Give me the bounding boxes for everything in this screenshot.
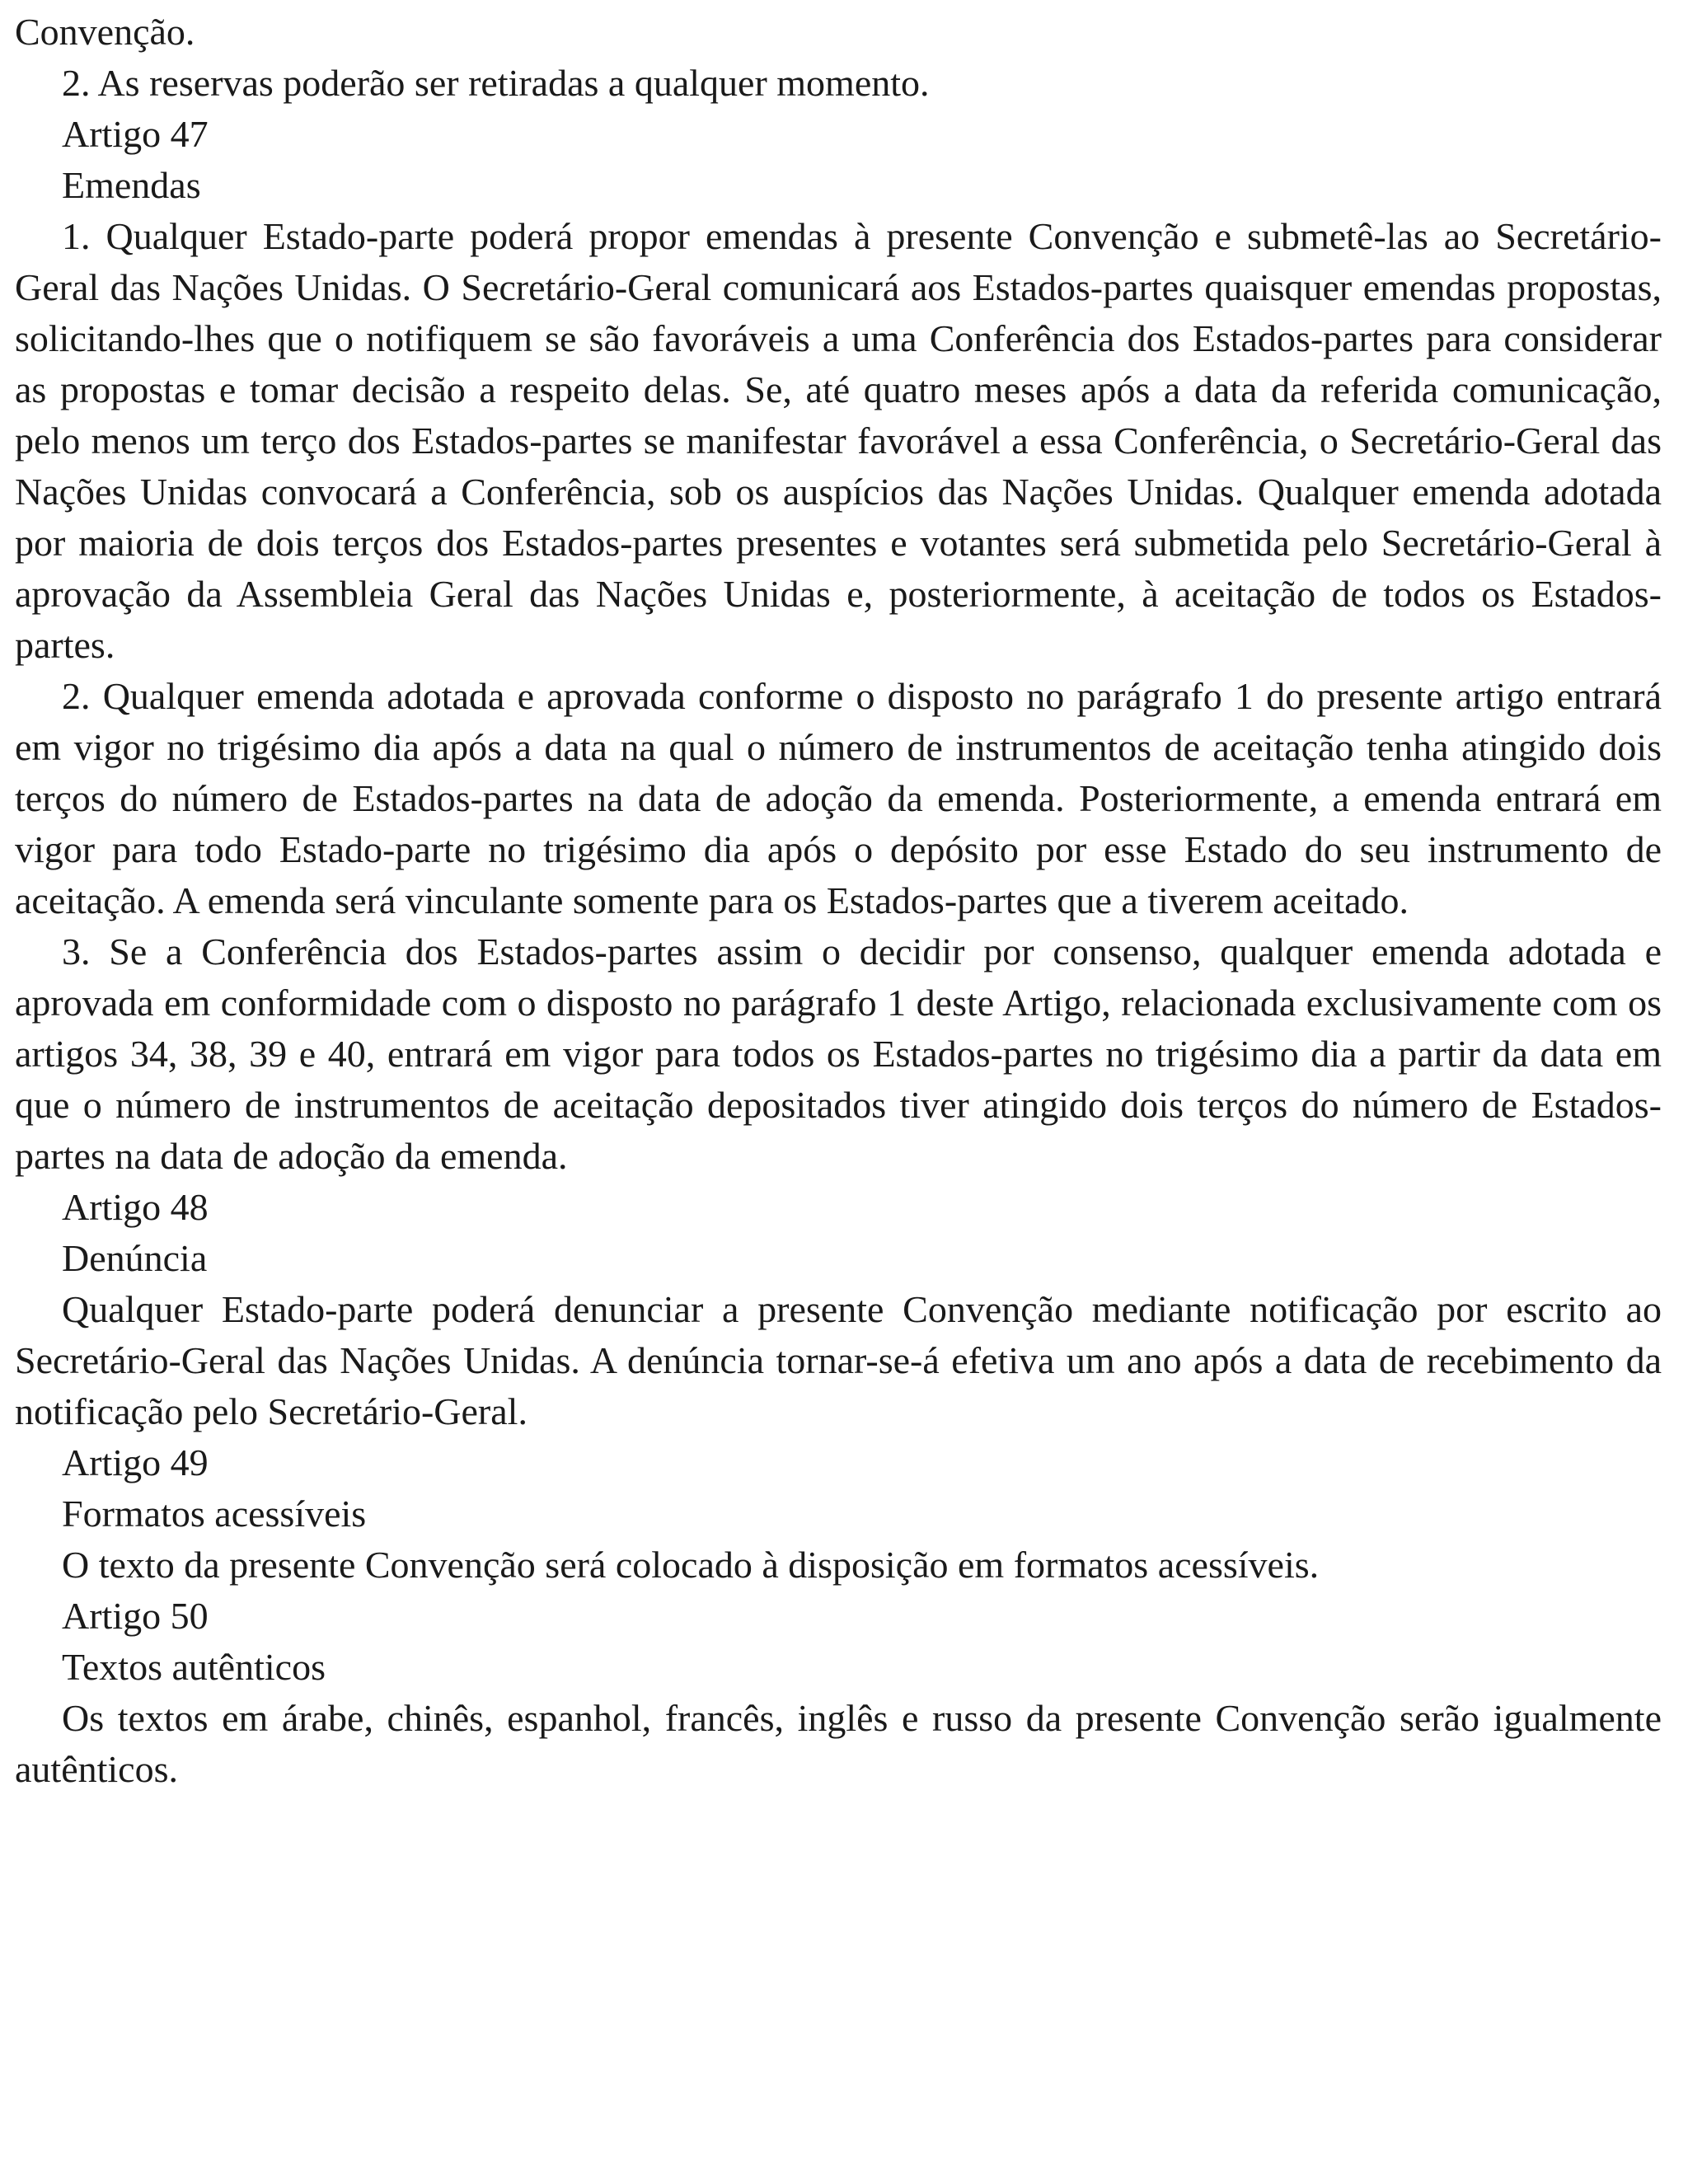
article-47-paragraph-3: 3. Se a Conferência dos Estados-partes assim o decidir por consenso, qualquer emenda adotada e aprovada em conformidade com o disposto no parágrafo 1 deste Artigo, relacionada exclusivamente com os artigos 34, 38, 39 e 40, entrará em vigor para todos os Estados-partes no trigésimo dia a partir da data em que o número de instrumentos de aceitação depositados tiver atingido dois terços do número de Estados-partes na data de adoção da emenda. [15,930,1662,1177]
document-page [15,7,1662,1795]
article-50-heading: Artigo 50 [62,1595,209,1637]
article-48-title: Denúncia [62,1237,208,1279]
article-49-heading: Artigo 49 [62,1441,209,1483]
continuation-text: Convenção. [15,11,195,53]
reservation-paragraph-2: 2. As reservas poderão ser retiradas a qualquer momento. [62,62,930,104]
article-47-heading: Artigo 47 [62,113,209,155]
article-50-paragraph: Os textos em árabe, chinês, espanhol, francês, inglês e russo da presente Convenção serão igualmente autênticos. [15,1697,1662,1790]
article-47-paragraph-2: 2. Qualquer emenda adotada e aprovada conforme o disposto no parágrafo 1 do presente artigo entrará em vigor no trigésimo dia após a data na qual o número de instrumentos de aceitação tenha atingido dois terços do número de Estados-partes na data de adoção da emenda. Posteriormente, a emenda entrará em vigor para todo Estado-parte no trigésimo dia após o depósito por esse Estado do seu instrumento de aceitação. A emenda será vinculante somente para os Estados-partes que a tiverem aceitado. [15,675,1662,921]
article-48-paragraph: Qualquer Estado-parte poderá denunciar a presente Convenção mediante notificação por escrito ao Secretário-Geral das Nações Unidas. A denúncia tornar-se-á efetiva um ano após a data de recebimento da notificação pelo Secretário-Geral. [15,1288,1662,1432]
article-48-heading: Artigo 48 [62,1186,209,1228]
article-47-paragraph-1: 1. Qualquer Estado-parte poderá propor emendas à presente Convenção e submetê-las ao Secretário-Geral das Nações Unidas. O Secretário-Geral comunicará aos Estados-partes quaisquer emendas propostas, solicitando-lhes que o notifiquem se são favoráveis a uma Conferência dos Estados-partes para considerar as propostas e tomar decisão a respeito delas. Se, até quatro meses após a data da referida comunicação, pelo menos um terço dos Estados-partes se manifestar favorável a essa Conferência, o Secretário-Geral das Nações Unidas convocará a Conferência, sob os auspícios das Nações Unidas. Qualquer emenda adotada por maioria de dois terços dos Estados-partes presentes e votantes será submetida pelo Secretário-Geral à aprovação da Assembleia Geral das Nações Unidas e, posteriormente, à aceitação de todos os Estados-partes. [15,215,1662,666]
article-49-title: Formatos acessíveis [62,1493,367,1535]
article-47-title: Emendas [62,164,201,206]
article-50-title: Textos autênticos [62,1646,326,1688]
article-49-paragraph: O texto da presente Convenção será colocado à disposição em formatos acessíveis. [62,1544,1320,1586]
